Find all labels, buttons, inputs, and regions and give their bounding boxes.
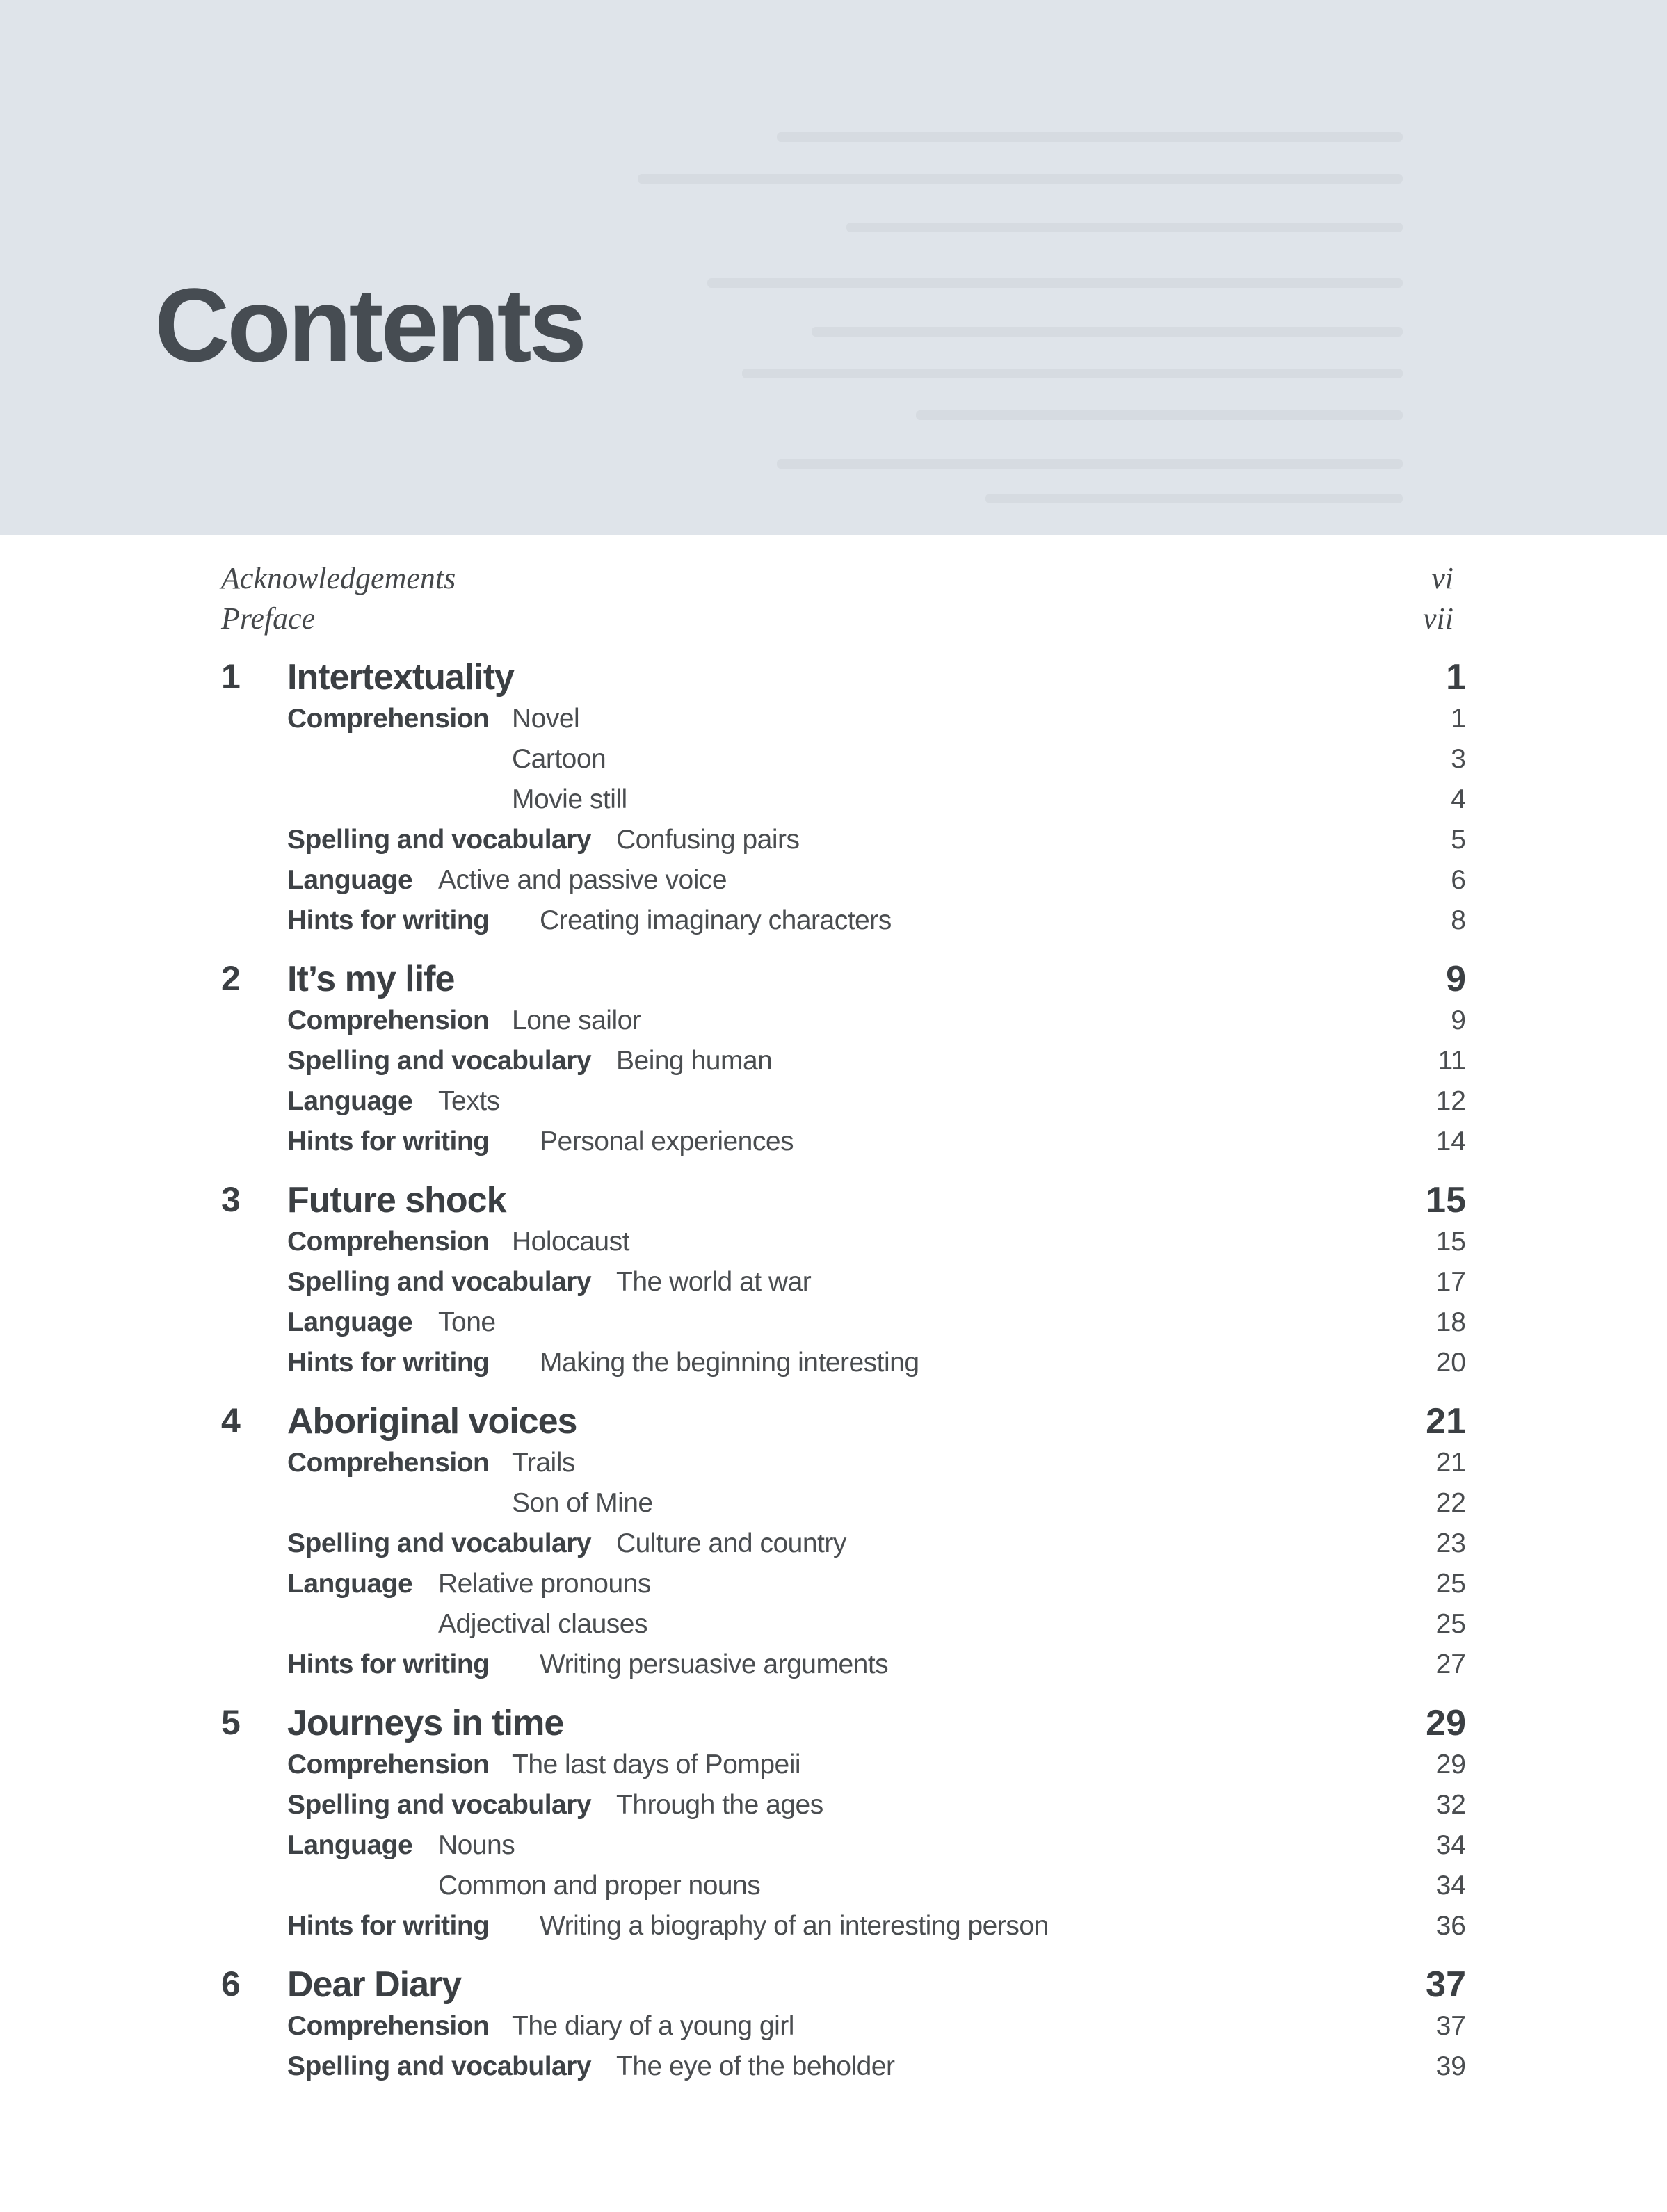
chapter-title: Dear Diary: [287, 1964, 462, 2005]
section-page: 36: [1435, 1911, 1466, 1941]
toc-row[interactable]: [221, 2049, 1466, 2089]
section-topic: Writing persuasive arguments: [540, 1649, 889, 1679]
toc-row[interactable]: [221, 1606, 1466, 1647]
faded-line: [707, 278, 1403, 288]
section-category: Spelling and vocabulary: [287, 1046, 592, 1076]
toc-row[interactable]: [221, 1647, 1466, 1687]
chapter-entry: [221, 958, 1466, 1164]
toc-row[interactable]: [221, 1445, 1466, 1485]
toc-row[interactable]: [221, 1868, 1466, 1908]
section-topic: Adjectival clauses: [438, 1609, 647, 1639]
toc-row[interactable]: [221, 1224, 1466, 1264]
section-category: Spelling and vocabulary: [287, 825, 592, 855]
faded-line: [777, 459, 1403, 469]
section-page: 22: [1435, 1488, 1466, 1518]
chapter-number: 3: [221, 1180, 241, 1219]
faded-line: [985, 494, 1403, 503]
toc-row[interactable]: [221, 1264, 1466, 1305]
section-topic: Trails: [512, 1448, 575, 1478]
section-topic: The last days of Pompeii: [512, 1750, 801, 1779]
front-matter-page: vii: [1423, 602, 1453, 636]
section-category: Spelling and vocabulary: [287, 1790, 592, 1820]
chapter-heading[interactable]: [221, 1179, 1466, 1224]
front-matter-item[interactable]: [221, 560, 1453, 596]
section-page: 5: [1451, 825, 1466, 855]
chapter-number: 2: [221, 959, 241, 998]
toc-row[interactable]: [221, 1345, 1466, 1385]
chapter-title: It’s my life: [287, 959, 455, 999]
toc-row[interactable]: [221, 1908, 1466, 1948]
toc-row[interactable]: [221, 1485, 1466, 1526]
section-page: 23: [1435, 1528, 1466, 1558]
toc-row[interactable]: [221, 741, 1466, 782]
section-page: 3: [1451, 744, 1466, 774]
toc-row[interactable]: [221, 1747, 1466, 1787]
chapter-page: 21: [1426, 1401, 1466, 1442]
chapter-title: Aboriginal voices: [287, 1401, 577, 1442]
chapter-page: 37: [1426, 1964, 1466, 2005]
section-topic: Novel: [512, 704, 580, 734]
section-category: Hints for writing: [287, 1649, 490, 1679]
toc-row[interactable]: [221, 1827, 1466, 1868]
toc-row[interactable]: [221, 822, 1466, 862]
section-category: Hints for writing: [287, 905, 490, 935]
section-topic: Making the beginning interesting: [540, 1348, 919, 1378]
section-page: 37: [1435, 2011, 1466, 2041]
section-category: Hints for writing: [287, 1127, 490, 1156]
section-page: 21: [1435, 1448, 1466, 1478]
section-page: 11: [1438, 1046, 1466, 1076]
toc-row[interactable]: [221, 903, 1466, 943]
faded-line: [916, 410, 1403, 420]
front-matter-label: Preface: [221, 602, 316, 636]
section-topic: Confusing pairs: [616, 825, 800, 855]
section-category: Language: [287, 1569, 413, 1599]
section-topic: Being human: [616, 1046, 773, 1076]
chapter-page: 29: [1426, 1703, 1466, 1743]
section-topic: The world at war: [616, 1267, 812, 1297]
section-page: 27: [1435, 1649, 1466, 1679]
toc-row[interactable]: [221, 782, 1466, 822]
section-category: Spelling and vocabulary: [287, 1528, 592, 1558]
section-topic: Active and passive voice: [438, 865, 727, 895]
faded-line: [742, 369, 1403, 378]
section-category: Comprehension: [287, 704, 490, 734]
section-category: Comprehension: [287, 1448, 490, 1478]
section-page: 29: [1435, 1750, 1466, 1779]
section-page: 15: [1435, 1227, 1466, 1257]
section-category: Comprehension: [287, 1006, 490, 1035]
section-topic: The diary of a young girl: [512, 2011, 794, 2041]
section-page: 14: [1435, 1127, 1466, 1156]
section-category: Language: [287, 1307, 413, 1337]
chapter-title: Journeys in time: [287, 1703, 564, 1743]
chapter-number: 4: [221, 1401, 241, 1440]
section-page: 18: [1435, 1307, 1466, 1337]
chapter-heading[interactable]: [221, 1400, 1466, 1445]
toc-row[interactable]: [221, 1787, 1466, 1827]
toc-row[interactable]: [221, 1003, 1466, 1043]
section-topic: Tone: [438, 1307, 496, 1337]
toc-row[interactable]: [221, 1124, 1466, 1164]
section-category: Language: [287, 865, 413, 895]
section-topic: Personal experiences: [540, 1127, 794, 1156]
section-page: 12: [1435, 1086, 1466, 1116]
section-page: 32: [1435, 1790, 1466, 1820]
chapter-page: 1: [1446, 657, 1466, 697]
front-matter-page: vi: [1431, 561, 1453, 595]
section-topic: Texts: [438, 1086, 500, 1116]
faded-line: [846, 223, 1403, 232]
section-topic: Writing a biography of an interesting person: [540, 1911, 1049, 1941]
section-category: Hints for writing: [287, 1911, 490, 1941]
front-matter-label: Acknowledgements: [221, 561, 456, 595]
chapter-number: 5: [221, 1703, 241, 1742]
section-category: Comprehension: [287, 2011, 490, 2041]
section-category: Hints for writing: [287, 1348, 490, 1378]
chapter-number: 1: [221, 657, 241, 696]
toc-row[interactable]: [221, 1043, 1466, 1083]
section-page: 1: [1451, 704, 1466, 734]
section-topic: Nouns: [438, 1830, 515, 1860]
chapter-heading[interactable]: [221, 1964, 1466, 2008]
section-topic: Lone sailor: [512, 1006, 641, 1035]
chapter-entry: [221, 1179, 1466, 1385]
section-category: Comprehension: [287, 1750, 490, 1779]
section-category: Comprehension: [287, 1227, 490, 1257]
chapter-title: Intertextuality: [287, 657, 514, 697]
chapter-title: Future shock: [287, 1180, 506, 1220]
section-topic: Movie still: [512, 784, 627, 814]
chapter-page: 9: [1446, 959, 1466, 999]
toc-row[interactable]: [221, 1566, 1466, 1606]
section-page: 6: [1451, 865, 1466, 895]
section-topic: Son of Mine: [512, 1488, 653, 1518]
section-category: Language: [287, 1830, 413, 1860]
chapter-entry: [221, 656, 1466, 943]
section-page: 8: [1451, 905, 1466, 935]
toc-row[interactable]: [221, 2008, 1466, 2049]
chapter-entry: [221, 1964, 1466, 2089]
front-matter-item[interactable]: [221, 601, 1453, 636]
chapter-page: 15: [1426, 1180, 1466, 1220]
section-topic: Common and proper nouns: [438, 1871, 761, 1900]
section-page: 34: [1435, 1871, 1466, 1900]
faded-line: [812, 327, 1403, 337]
section-page: 20: [1435, 1348, 1466, 1378]
section-topic: Cartoon: [512, 744, 606, 774]
section-topic: Holocaust: [512, 1227, 629, 1257]
section-topic: Through the ages: [616, 1790, 823, 1820]
section-topic: Culture and country: [616, 1528, 846, 1558]
section-page: 25: [1435, 1609, 1466, 1639]
section-page: 17: [1435, 1267, 1466, 1297]
chapter-heading[interactable]: [221, 958, 1466, 1003]
chapter-entry: [221, 1400, 1466, 1687]
section-page: 4: [1451, 784, 1466, 814]
faded-line: [638, 174, 1403, 184]
section-topic: Relative pronouns: [438, 1569, 651, 1599]
chapter-heading[interactable]: [221, 1702, 1466, 1747]
section-category: Spelling and vocabulary: [287, 2051, 592, 2081]
toc-row[interactable]: [221, 1526, 1466, 1566]
section-category: Spelling and vocabulary: [287, 1267, 592, 1297]
page-title: Contents: [154, 266, 584, 383]
section-page: 25: [1435, 1569, 1466, 1599]
section-page: 39: [1435, 2051, 1466, 2081]
chapter-number: 6: [221, 1964, 241, 2003]
section-page: 9: [1451, 1006, 1466, 1035]
section-topic: Creating imaginary characters: [540, 905, 892, 935]
chapter-heading[interactable]: [221, 656, 1466, 701]
toc-row[interactable]: [221, 862, 1466, 903]
toc-row[interactable]: [221, 701, 1466, 741]
toc-row[interactable]: [221, 1305, 1466, 1345]
faded-line: [777, 132, 1403, 142]
section-category: Language: [287, 1086, 413, 1116]
chapter-entry: [221, 1702, 1466, 1948]
toc-row[interactable]: [221, 1083, 1466, 1124]
section-topic: The eye of the beholder: [616, 2051, 895, 2081]
section-page: 34: [1435, 1830, 1466, 1860]
